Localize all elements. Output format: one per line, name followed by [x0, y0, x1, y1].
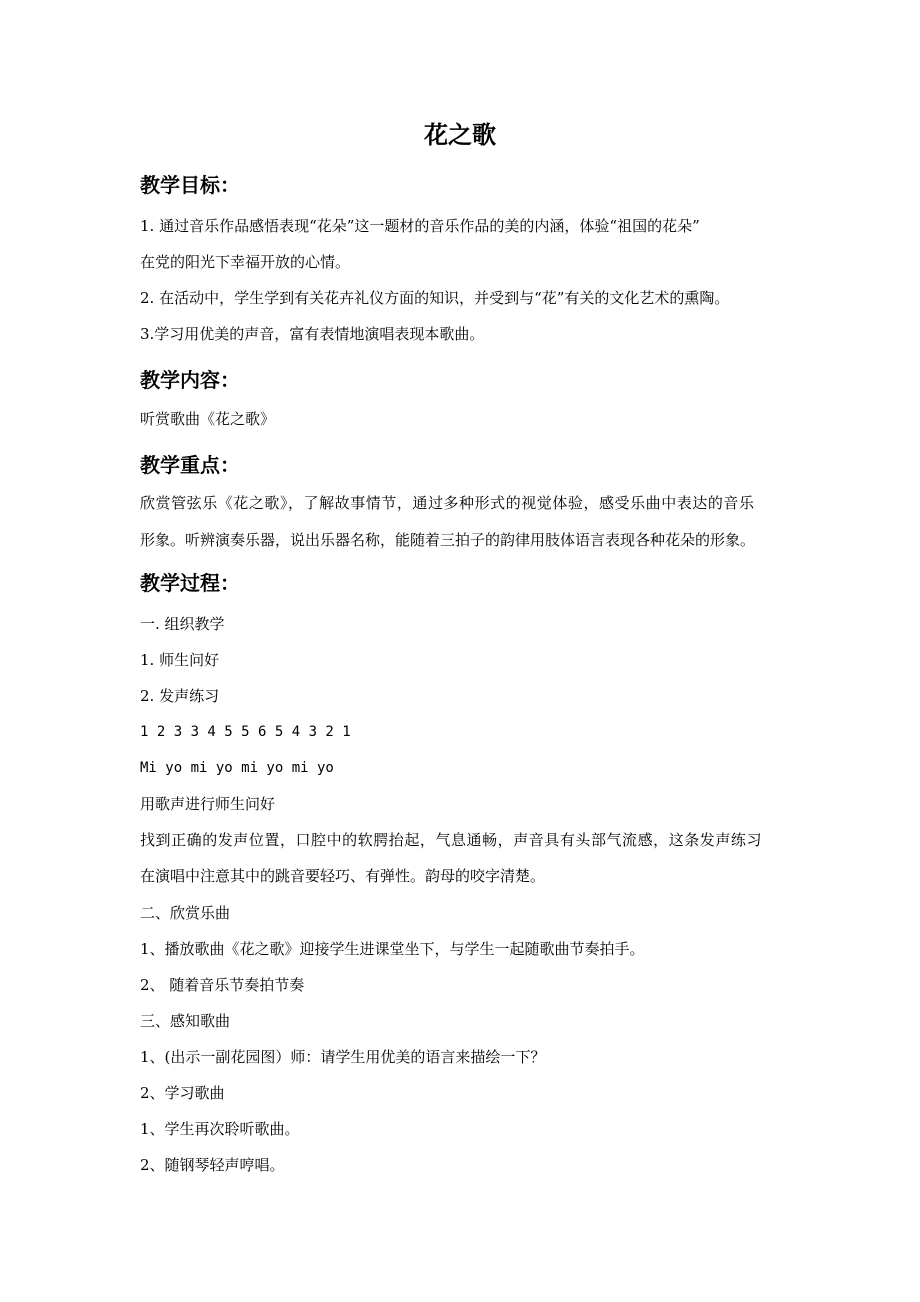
process-line: 1. 师生问好	[140, 651, 220, 669]
process-line: 2、学习歌曲	[140, 1084, 225, 1102]
section-heading-goals: 教学目标：	[140, 173, 240, 197]
document-title: 花之歌	[424, 121, 496, 149]
process-line: 1、(出示一副花园图）师：请学生用优美的语言来描绘一下？	[140, 1048, 546, 1066]
process-line: 一. 组织教学	[140, 615, 225, 633]
process-line: 2. 发声练习	[140, 687, 220, 705]
process-line: 1、播放歌曲《花之歌》迎接学生进课堂坐下，与学生一起随歌曲节奏拍手。	[140, 940, 645, 958]
process-line-solfege: Mi yo mi yo mi yo mi yo	[140, 760, 334, 776]
section-heading-focus: 教学重点：	[140, 453, 240, 477]
focus-line: 形象。听辨演奏乐器，说出乐器名称，能随着三拍子的韵律用肢体语言表现各种花朵的形象。	[140, 531, 756, 549]
focus-line: 欣赏管弦乐《花之歌》，了解故事情节，通过多种形式的视觉体验，感受乐曲中表达的音乐	[140, 494, 755, 512]
process-line: 二、欣赏乐曲	[140, 904, 231, 922]
process-line: 三、感知歌曲	[140, 1012, 231, 1030]
process-line: 2、 随着音乐节奏拍节奏	[140, 976, 305, 994]
process-line: 用歌声进行师生问好	[140, 795, 276, 813]
goals-line: 在党的阳光下幸福开放的心情。	[140, 253, 351, 271]
goals-line: 1. 通过音乐作品感悟表现“花朵”这一题材的音乐作品的美的内涵，体验“祖国的花朵”	[140, 217, 700, 235]
goals-line: 3.学习用优美的声音，富有表情地演唱表现本歌曲。	[140, 325, 485, 343]
content-line: 听赏歌曲《花之歌》	[140, 410, 276, 428]
process-line: 1、学生再次聆听歌曲。	[140, 1120, 300, 1138]
process-line: 找到正确的发声位置，口腔中的软腭抬起，气息通畅，声音具有头部气流感，这条发声练习	[140, 831, 763, 849]
goals-line: 2. 在活动中，学生学到有关花卉礼仪方面的知识，并受到与“花”有关的文化艺术的熏陶。	[140, 289, 730, 307]
section-heading-process: 教学过程：	[140, 571, 240, 595]
process-line: 在演唱中注意其中的跳音要轻巧、有弹性。韵母的咬字清楚。	[140, 867, 546, 885]
process-line: 2、随钢琴轻声哼唱。	[140, 1156, 285, 1174]
section-heading-content: 教学内容：	[140, 368, 240, 392]
process-line-notes: 1 2 3 3 4 5 5 6 5 4 3 2 1	[140, 724, 351, 740]
